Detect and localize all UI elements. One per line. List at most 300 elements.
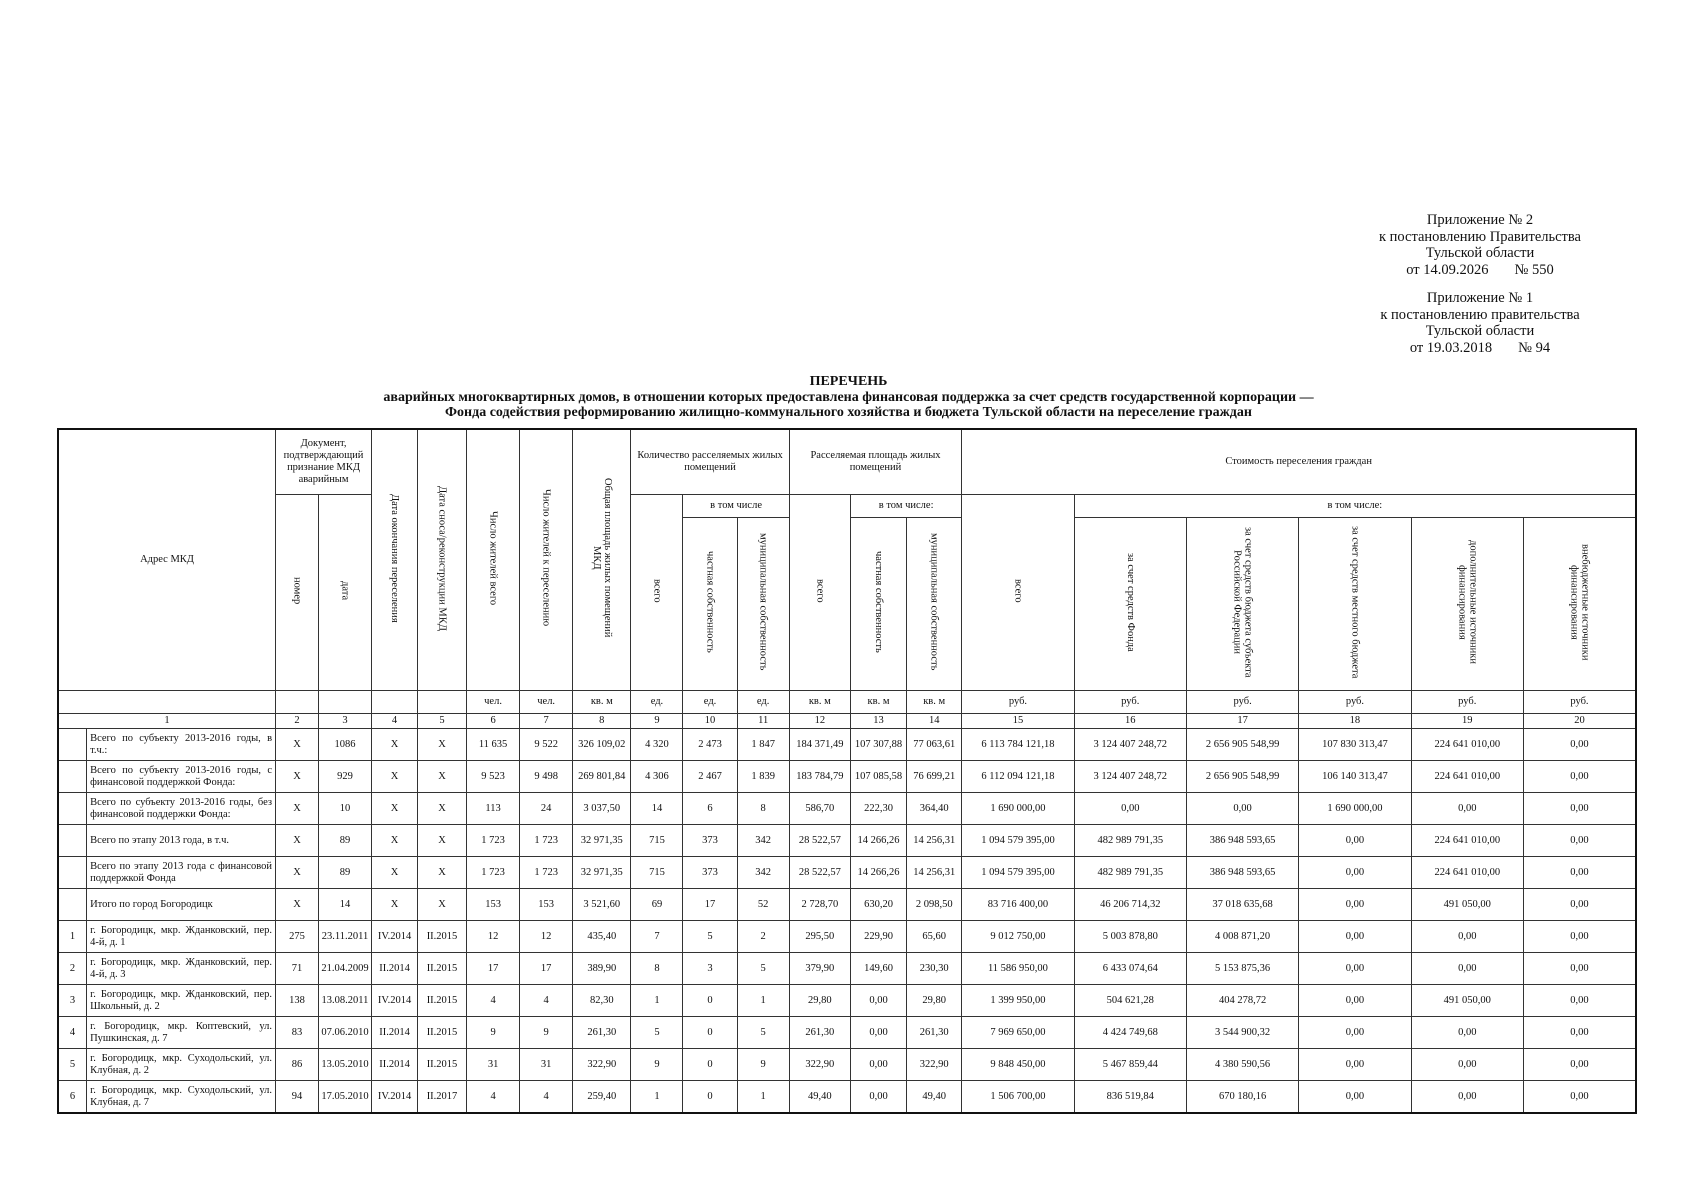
table-cell: 07.06.2010 bbox=[318, 1017, 371, 1049]
table-cell: 107 307,88 bbox=[850, 729, 906, 761]
unit-cell-empty bbox=[418, 691, 467, 714]
unit-cell: ед. bbox=[683, 691, 737, 714]
title-line-3: Фонда содействия реформированию жилищно-коммунального хозяйства и бюджета Тульской области на переселение граждан bbox=[445, 405, 1252, 420]
header-cost-total: всего bbox=[962, 495, 1074, 691]
column-numbers-row bbox=[58, 714, 1636, 729]
table-cell: 5 bbox=[683, 921, 737, 953]
table-cell: X bbox=[276, 825, 319, 857]
table-cell: 9 bbox=[631, 1049, 683, 1081]
table-cell: 9 522 bbox=[520, 729, 573, 761]
table-cell: 0,00 bbox=[1299, 1017, 1411, 1049]
table-cell: 322,90 bbox=[907, 1049, 962, 1081]
table-cell: 0,00 bbox=[1523, 793, 1636, 825]
annex-2-header bbox=[1330, 212, 1630, 278]
column-number: 8 bbox=[573, 714, 631, 729]
table-cell: 17 bbox=[467, 953, 520, 985]
column-number: 20 bbox=[1523, 714, 1636, 729]
address-cell: Всего по этапу 2013 года с финансовой поддержкой Фонда bbox=[87, 857, 276, 889]
table-cell: 379,90 bbox=[789, 953, 850, 985]
annex-1-number: № 94 bbox=[1518, 339, 1551, 356]
table-cell: 389,90 bbox=[573, 953, 631, 985]
annex-2-date-line bbox=[1330, 262, 1630, 279]
table-cell: 76 699,21 bbox=[907, 761, 962, 793]
table-cell: 1 847 bbox=[737, 729, 789, 761]
table-cell: 0,00 bbox=[1523, 1049, 1636, 1081]
table-cell: 4 bbox=[467, 1081, 520, 1114]
table-cell: 3 bbox=[683, 953, 737, 985]
table-cell: 1 690 000,00 bbox=[1299, 793, 1411, 825]
table-cell: 82,30 bbox=[573, 985, 631, 1017]
table-cell: 5 bbox=[737, 953, 789, 985]
table-cell: 1 bbox=[631, 985, 683, 1017]
table-cell: 322,90 bbox=[789, 1049, 850, 1081]
unit-cell: руб. bbox=[1411, 691, 1523, 714]
table-cell: 3 124 407 248,72 bbox=[1074, 729, 1186, 761]
table-cell: 71 bbox=[276, 953, 319, 985]
table-cell: X bbox=[372, 825, 418, 857]
table-cell: 6 113 784 121,18 bbox=[962, 729, 1074, 761]
annex-1-date: от 19.03.2018 bbox=[1409, 339, 1493, 356]
table-cell: 3 037,50 bbox=[573, 793, 631, 825]
table-cell: 8 bbox=[737, 793, 789, 825]
table-cell: II.2015 bbox=[418, 1017, 467, 1049]
table-cell: 836 519,84 bbox=[1074, 1081, 1186, 1114]
table-cell: 28 522,57 bbox=[789, 857, 850, 889]
table-cell: II.2015 bbox=[418, 953, 467, 985]
table-cell: II.2014 bbox=[372, 1049, 418, 1081]
table-cell: X bbox=[372, 761, 418, 793]
table-cell: 373 bbox=[683, 857, 737, 889]
table-cell: 326 109,02 bbox=[573, 729, 631, 761]
table-row bbox=[58, 953, 1636, 985]
table-cell: 0,00 bbox=[1299, 1049, 1411, 1081]
column-number: 16 bbox=[1074, 714, 1186, 729]
annex-2-line2: к постановлению Правительства bbox=[1379, 228, 1581, 245]
annex-1-line2: к постановлению правительства bbox=[1380, 306, 1580, 323]
table-cell: 2 656 905 548,99 bbox=[1186, 729, 1298, 761]
table-cell: 0,00 bbox=[1411, 793, 1523, 825]
table-cell: 49,40 bbox=[907, 1081, 962, 1114]
table-cell: 8 bbox=[631, 953, 683, 985]
column-number: 9 bbox=[631, 714, 683, 729]
table-cell: 6 112 094 121,18 bbox=[962, 761, 1074, 793]
table-cell: 89 bbox=[318, 857, 371, 889]
column-number: 14 bbox=[907, 714, 962, 729]
table-cell: 9 bbox=[520, 1017, 573, 1049]
table-cell: X bbox=[418, 729, 467, 761]
document-title bbox=[0, 374, 1697, 421]
row-number bbox=[58, 857, 87, 889]
table-cell: 0 bbox=[683, 985, 737, 1017]
address-cell: г. Богородицк, мкр. Жданковский, пер. Школьный, д. 2 bbox=[87, 985, 276, 1017]
table-cell: 386 948 593,65 bbox=[1186, 825, 1298, 857]
header-rooms-private: частная собственность bbox=[683, 518, 737, 691]
header-area-incl: в том числе: bbox=[850, 495, 961, 518]
table-cell: 0 bbox=[683, 1081, 737, 1114]
header-cost-fund: за счет средств Фонда bbox=[1074, 518, 1186, 691]
table-row bbox=[58, 857, 1636, 889]
table-cell: 7 969 650,00 bbox=[962, 1017, 1074, 1049]
column-number: 7 bbox=[520, 714, 573, 729]
header-residents-resettle: Число жителей к переселению bbox=[520, 429, 573, 691]
table-cell: 1086 bbox=[318, 729, 371, 761]
table-cell: 69 bbox=[631, 889, 683, 921]
table-cell: 275 bbox=[276, 921, 319, 953]
header-rooms-incl: в том числе bbox=[683, 495, 789, 518]
table-cell: 224 641 010,00 bbox=[1411, 729, 1523, 761]
table-cell: 2 656 905 548,99 bbox=[1186, 761, 1298, 793]
unit-cell: кв. м bbox=[573, 691, 631, 714]
table-cell: 32 971,35 bbox=[573, 825, 631, 857]
table-cell: 1 094 579 395,00 bbox=[962, 825, 1074, 857]
table-cell: 9 bbox=[737, 1049, 789, 1081]
header-area-total: всего bbox=[789, 495, 850, 691]
column-number: 11 bbox=[737, 714, 789, 729]
table-cell: 0,00 bbox=[1411, 1049, 1523, 1081]
table-cell: X bbox=[418, 889, 467, 921]
unit-cell-empty bbox=[276, 691, 319, 714]
table-cell: 31 bbox=[520, 1049, 573, 1081]
annex-1-header bbox=[1330, 290, 1630, 356]
table-row bbox=[58, 825, 1636, 857]
header-area-private: частная собственность bbox=[850, 518, 906, 691]
table-cell: 12 bbox=[467, 921, 520, 953]
table-cell: 3 124 407 248,72 bbox=[1074, 761, 1186, 793]
header-cost-group: Стоимость переселения граждан bbox=[962, 429, 1636, 495]
column-number: 2 bbox=[276, 714, 319, 729]
table-cell: X bbox=[372, 729, 418, 761]
table-cell: 0,00 bbox=[1299, 921, 1411, 953]
table-cell: 17 bbox=[683, 889, 737, 921]
header-cost-subject-budget: за счет средств бюджета субъекта Российской Федерации bbox=[1186, 518, 1298, 691]
table-cell: 0,00 bbox=[1299, 953, 1411, 985]
table-cell: 23.11.2011 bbox=[318, 921, 371, 953]
table-cell: 715 bbox=[631, 825, 683, 857]
table-cell: 3 521,60 bbox=[573, 889, 631, 921]
table-cell: 1 bbox=[631, 1081, 683, 1114]
table-cell: 1 839 bbox=[737, 761, 789, 793]
table-cell: X bbox=[372, 857, 418, 889]
table-cell: 0,00 bbox=[1523, 729, 1636, 761]
address-cell: Всего по субъекту 2013-2016 годы, с финансовой поддержкой Фонда: bbox=[87, 761, 276, 793]
row-number: 2 bbox=[58, 953, 87, 985]
table-row bbox=[58, 729, 1636, 761]
table-cell: 14 256,31 bbox=[907, 857, 962, 889]
table-cell: 1 506 700,00 bbox=[962, 1081, 1074, 1114]
table-cell: X bbox=[276, 761, 319, 793]
table-cell: 4 424 749,68 bbox=[1074, 1017, 1186, 1049]
header-cost-additional: дополнительные источники финансирования bbox=[1411, 518, 1523, 691]
table-cell: 0,00 bbox=[1523, 1017, 1636, 1049]
title-line-2: аварийных многоквартирных домов, в отношении которых предоставлена финансовая поддержка за счет средств государственной корпорации — bbox=[383, 389, 1314, 405]
table-cell: 94 bbox=[276, 1081, 319, 1114]
address-cell: г. Богородицк, мкр. Жданковский, пер. 4-й, д. 3 bbox=[87, 953, 276, 985]
table-row bbox=[58, 985, 1636, 1017]
table-cell: 0,00 bbox=[1523, 761, 1636, 793]
table-cell: 14 bbox=[631, 793, 683, 825]
table-cell: 9 012 750,00 bbox=[962, 921, 1074, 953]
row-number bbox=[58, 889, 87, 921]
column-number: 15 bbox=[962, 714, 1074, 729]
table-cell: 0,00 bbox=[1299, 825, 1411, 857]
column-number: 19 bbox=[1411, 714, 1523, 729]
table-cell: 77 063,61 bbox=[907, 729, 962, 761]
header-demolish-date: Дата сноса/реконструкции МКД bbox=[418, 429, 467, 691]
table-cell: 222,30 bbox=[850, 793, 906, 825]
table-cell: 230,30 bbox=[907, 953, 962, 985]
table-cell: 0,00 bbox=[1411, 953, 1523, 985]
table-cell: 0,00 bbox=[1074, 793, 1186, 825]
table-cell: II.2015 bbox=[418, 985, 467, 1017]
column-number: 13 bbox=[850, 714, 906, 729]
table-cell: 14 bbox=[318, 889, 371, 921]
column-number: 4 bbox=[372, 714, 418, 729]
table-cell: 0,00 bbox=[1411, 1081, 1523, 1114]
table-cell: 0,00 bbox=[1411, 921, 1523, 953]
row-number: 3 bbox=[58, 985, 87, 1017]
table-cell: 31 bbox=[467, 1049, 520, 1081]
table-cell: 5 bbox=[737, 1017, 789, 1049]
address-cell: г. Богородицк, мкр. Суходольский, ул. Клубная, д. 7 bbox=[87, 1081, 276, 1114]
table-row bbox=[58, 921, 1636, 953]
address-cell: г. Богородицк, мкр. Коптевский, ул. Пушкинская, д. 7 bbox=[87, 1017, 276, 1049]
table-cell: X bbox=[418, 761, 467, 793]
header-address: Адрес МКД bbox=[58, 429, 276, 691]
table-cell: 0,00 bbox=[1523, 825, 1636, 857]
table-cell: 0,00 bbox=[1411, 1017, 1523, 1049]
table-row bbox=[58, 761, 1636, 793]
table-cell: 386 948 593,65 bbox=[1186, 857, 1298, 889]
table-cell: 29,80 bbox=[789, 985, 850, 1017]
table-cell: II.2015 bbox=[418, 1049, 467, 1081]
table-cell: 4 306 bbox=[631, 761, 683, 793]
title-heading: ПЕРЕЧЕНЬ bbox=[809, 374, 888, 389]
table-cell: 32 971,35 bbox=[573, 857, 631, 889]
units-row bbox=[58, 691, 1636, 714]
table-cell: 113 bbox=[467, 793, 520, 825]
header-cost-extrabudget: внебюджетные источники финансирования bbox=[1523, 518, 1636, 691]
table-cell: 1 723 bbox=[520, 825, 573, 857]
table-cell: II.2014 bbox=[372, 953, 418, 985]
table-cell: II.2015 bbox=[418, 921, 467, 953]
table-cell: X bbox=[418, 793, 467, 825]
table-cell: 929 bbox=[318, 761, 371, 793]
table-cell: 229,90 bbox=[850, 921, 906, 953]
table-cell: 224 641 010,00 bbox=[1411, 825, 1523, 857]
table-cell: 224 641 010,00 bbox=[1411, 857, 1523, 889]
header-area-municipal: муниципальная собственность bbox=[907, 518, 962, 691]
table-cell: 107 085,58 bbox=[850, 761, 906, 793]
table-cell: 4 320 bbox=[631, 729, 683, 761]
table-cell: 261,30 bbox=[573, 1017, 631, 1049]
table-cell: 13.05.2010 bbox=[318, 1049, 371, 1081]
table-cell: 259,40 bbox=[573, 1081, 631, 1114]
header-area-group: Расселяемая площадь жилых помещений bbox=[789, 429, 962, 495]
table-cell: 5 467 859,44 bbox=[1074, 1049, 1186, 1081]
table-cell: 6 433 074,64 bbox=[1074, 953, 1186, 985]
table-cell: 65,60 bbox=[907, 921, 962, 953]
table-cell: 0,00 bbox=[850, 1049, 906, 1081]
table-cell: 0,00 bbox=[850, 1017, 906, 1049]
table-cell: 138 bbox=[276, 985, 319, 1017]
table-cell: 0,00 bbox=[1523, 953, 1636, 985]
table-cell: 0,00 bbox=[1523, 1081, 1636, 1114]
table-cell: 37 018 635,68 bbox=[1186, 889, 1298, 921]
unit-cell: кв. м bbox=[789, 691, 850, 714]
table-cell: 0 bbox=[683, 1049, 737, 1081]
header-total-area: Общая площадь жилых помещений МКД bbox=[573, 429, 631, 691]
table-cell: IV.2014 bbox=[372, 985, 418, 1017]
column-number: 1 bbox=[58, 714, 276, 729]
table-cell: 13.08.2011 bbox=[318, 985, 371, 1017]
unit-cell: кв. м bbox=[850, 691, 906, 714]
annex-2-title: Приложение № 2 bbox=[1426, 212, 1534, 228]
table-cell: 106 140 313,47 bbox=[1299, 761, 1411, 793]
table-cell: 4 380 590,56 bbox=[1186, 1049, 1298, 1081]
table-cell: 2 728,70 bbox=[789, 889, 850, 921]
table-cell: 153 bbox=[467, 889, 520, 921]
table-cell: 4 bbox=[520, 1081, 573, 1114]
unit-cell: руб. bbox=[1299, 691, 1411, 714]
table-cell: 2 467 bbox=[683, 761, 737, 793]
table-cell: 2 bbox=[737, 921, 789, 953]
table-cell: 11 586 950,00 bbox=[962, 953, 1074, 985]
table-cell: 184 371,49 bbox=[789, 729, 850, 761]
table-cell: 1 723 bbox=[520, 857, 573, 889]
table-cell: 6 bbox=[683, 793, 737, 825]
table-cell: 28 522,57 bbox=[789, 825, 850, 857]
table-row bbox=[58, 1049, 1636, 1081]
address-cell: г. Богородицк, мкр. Суходольский, ул. Клубная, д. 2 bbox=[87, 1049, 276, 1081]
table-cell: 153 bbox=[520, 889, 573, 921]
annex-1-date-line bbox=[1330, 340, 1630, 357]
row-number bbox=[58, 761, 87, 793]
column-number: 17 bbox=[1186, 714, 1298, 729]
table-cell: 504 621,28 bbox=[1074, 985, 1186, 1017]
row-number: 1 bbox=[58, 921, 87, 953]
annex-1-line3: Тульской области bbox=[1425, 323, 1535, 339]
header-rooms-group: Количество расселяемых жилых помещений bbox=[631, 429, 789, 495]
table-cell: 183 784,79 bbox=[789, 761, 850, 793]
table-cell: 482 989 791,35 bbox=[1074, 857, 1186, 889]
table-cell: 83 bbox=[276, 1017, 319, 1049]
table-cell: 11 635 bbox=[467, 729, 520, 761]
table-cell: 322,90 bbox=[573, 1049, 631, 1081]
table-cell: 1 723 bbox=[467, 825, 520, 857]
table-cell: 3 544 900,32 bbox=[1186, 1017, 1298, 1049]
column-number: 10 bbox=[683, 714, 737, 729]
column-number: 18 bbox=[1299, 714, 1411, 729]
table-cell: 342 bbox=[737, 825, 789, 857]
unit-cell: кв. м bbox=[907, 691, 962, 714]
header-rooms-municipal: муниципальная собственность bbox=[737, 518, 789, 691]
table-cell: 1 723 bbox=[467, 857, 520, 889]
table-cell: 491 050,00 bbox=[1411, 889, 1523, 921]
annex-2-line3: Тульской области bbox=[1425, 245, 1535, 261]
annex-2-date: от 14.09.2026 bbox=[1406, 261, 1489, 278]
table-cell: 14 266,26 bbox=[850, 825, 906, 857]
table-cell: 89 bbox=[318, 825, 371, 857]
table-cell: 342 bbox=[737, 857, 789, 889]
table-row bbox=[58, 1017, 1636, 1049]
table-cell: 14 266,26 bbox=[850, 857, 906, 889]
table-cell: 586,70 bbox=[789, 793, 850, 825]
table-cell: 29,80 bbox=[907, 985, 962, 1017]
table-cell: 5 153 875,36 bbox=[1186, 953, 1298, 985]
table-cell: 14 256,31 bbox=[907, 825, 962, 857]
address-cell: Всего по субъекту 2013-2016 годы, без финансовой поддержки Фонда: bbox=[87, 793, 276, 825]
table-cell: 491 050,00 bbox=[1411, 985, 1523, 1017]
table-cell: 0,00 bbox=[1523, 889, 1636, 921]
table-cell: 0,00 bbox=[850, 1081, 906, 1114]
header-cost-local-budget: за счет средств местного бюджета bbox=[1299, 518, 1411, 691]
table-cell: X bbox=[372, 889, 418, 921]
table-cell: 2 473 bbox=[683, 729, 737, 761]
table-cell: 24 bbox=[520, 793, 573, 825]
table-cell: 261,30 bbox=[789, 1017, 850, 1049]
header-cost-incl: в том числе: bbox=[1074, 495, 1636, 518]
unit-cell: ед. bbox=[737, 691, 789, 714]
header-document: Документ, подтверждающий признание МКД аварийным bbox=[276, 429, 372, 495]
houses-table bbox=[57, 428, 1637, 1114]
row-number bbox=[58, 793, 87, 825]
table-cell: 9 848 450,00 bbox=[962, 1049, 1074, 1081]
table-cell: 7 bbox=[631, 921, 683, 953]
table-cell: 17.05.2010 bbox=[318, 1081, 371, 1114]
unit-cell: руб. bbox=[962, 691, 1074, 714]
unit-cell-empty bbox=[318, 691, 371, 714]
table-cell: 17 bbox=[520, 953, 573, 985]
table-cell: X bbox=[276, 793, 319, 825]
table-cell: 261,30 bbox=[907, 1017, 962, 1049]
table-row bbox=[58, 1081, 1636, 1114]
table-cell: 0,00 bbox=[1186, 793, 1298, 825]
annex-1-title: Приложение № 1 bbox=[1426, 290, 1534, 306]
column-number: 12 bbox=[789, 714, 850, 729]
table-cell: 0,00 bbox=[1523, 985, 1636, 1017]
table-cell: X bbox=[418, 825, 467, 857]
table-cell: 0,00 bbox=[1299, 1081, 1411, 1114]
table-cell: 86 bbox=[276, 1049, 319, 1081]
table-cell: 1 bbox=[737, 1081, 789, 1114]
table-row bbox=[58, 889, 1636, 921]
unit-cell: чел. bbox=[520, 691, 573, 714]
table-cell: 2 098,50 bbox=[907, 889, 962, 921]
header-doc-date: дата bbox=[318, 495, 371, 691]
table-cell: X bbox=[276, 889, 319, 921]
table-cell: 0,00 bbox=[1299, 889, 1411, 921]
column-number: 3 bbox=[318, 714, 371, 729]
table-cell: 1 690 000,00 bbox=[962, 793, 1074, 825]
table-cell: 670 180,16 bbox=[1186, 1081, 1298, 1114]
table-cell: 83 716 400,00 bbox=[962, 889, 1074, 921]
row-number bbox=[58, 825, 87, 857]
table-cell: X bbox=[418, 857, 467, 889]
table-row bbox=[58, 793, 1636, 825]
table-cell: 4 bbox=[467, 985, 520, 1017]
row-number: 6 bbox=[58, 1081, 87, 1114]
table-cell: 0,00 bbox=[1523, 921, 1636, 953]
table-cell: X bbox=[372, 793, 418, 825]
table-cell: 1 094 579 395,00 bbox=[962, 857, 1074, 889]
table-cell: 630,20 bbox=[850, 889, 906, 921]
table-cell: 107 830 313,47 bbox=[1299, 729, 1411, 761]
table-cell: 46 206 714,32 bbox=[1074, 889, 1186, 921]
unit-cell: чел. bbox=[467, 691, 520, 714]
header-rooms-total: всего bbox=[631, 495, 683, 691]
table-cell: 0,00 bbox=[1523, 857, 1636, 889]
table-cell: 404 278,72 bbox=[1186, 985, 1298, 1017]
